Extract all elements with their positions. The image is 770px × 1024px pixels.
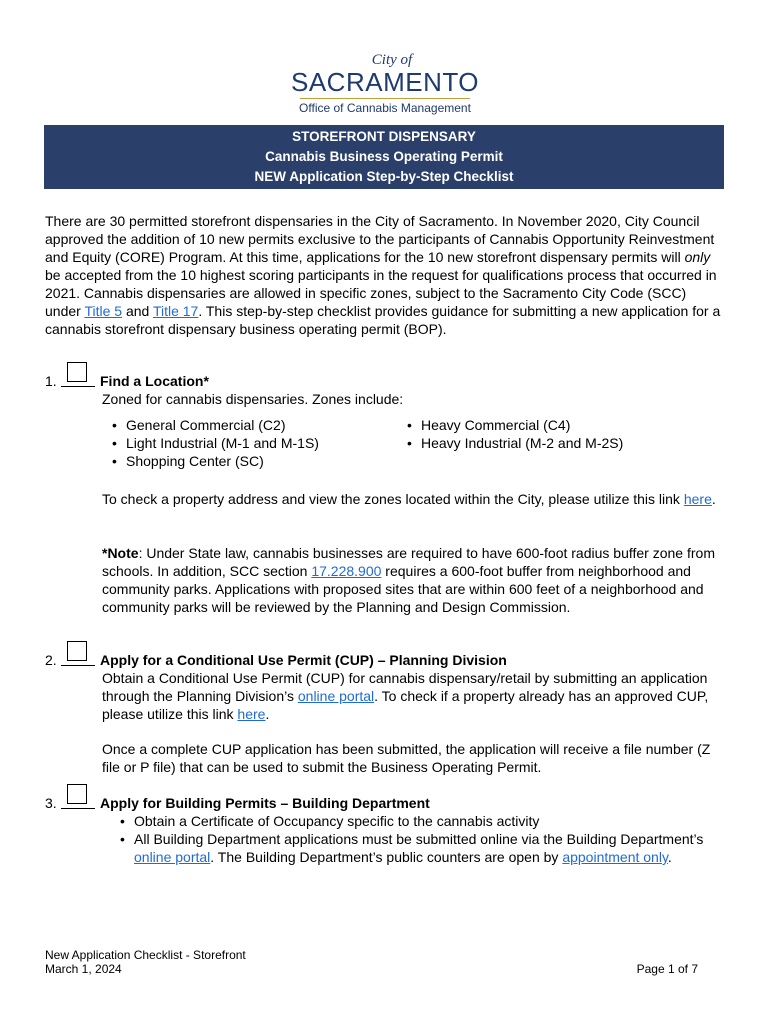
building-text-end: . (667, 849, 672, 865)
zone-item: • General Commercial (C2) (110, 416, 400, 434)
step-1-subtitle: Zoned for cannabis dispensaries. Zones include: (102, 391, 404, 407)
zone-check-paragraph (102, 490, 727, 508)
step-3-number: 3. (45, 795, 57, 811)
title-17-link[interactable]: Title 17 (152, 303, 199, 319)
intro-and: and (122, 303, 153, 319)
logo-divider (300, 98, 470, 99)
footer-date: March 1, 2024 (45, 962, 122, 976)
zone-item: • Shopping Center (SC) (110, 452, 400, 470)
building-text-1: All Building Department applications must be submitted online via the Building Department’s (134, 831, 704, 847)
planning-portal-link[interactable]: online portal (297, 688, 375, 704)
building-bullet-1: • Obtain a Certificate of Occupancy specific to the cannabis activity (118, 812, 718, 830)
logo-sub-text: Office of Cannabis Management (299, 101, 471, 115)
intro-text-2: be accepted from the 10 highest scoring participants in the request for qualifications process that occurred in 2021. Cannabis dispensaries are allowed in specific zones, subject to the Sacramento City Code (SCC) under (45, 267, 717, 319)
step-2-title: Apply for a Conditional Use Permit (CUP) – Planning Division (100, 652, 507, 668)
step-1-blank-line (61, 386, 95, 387)
zone-check-text: To check a property address and view the zones located within the City, please utilize this link (102, 491, 684, 507)
intro-text-1: There are 30 permitted storefront dispensaries in the City of Sacramento. In November 2020, City Council approved the addition of 10 new permits exclusive to the participants of Cannabis Opportunity Reinvestment and Equity (CORE) Program. At this time, applications for the 10 new storefront dispensary permits will (45, 213, 715, 265)
footer (45, 948, 246, 976)
step-2-checkbox[interactable] (67, 641, 87, 661)
cup-text-2: . To check if a property already has an approved CUP, please utilize this link (102, 688, 709, 722)
logo-main-text: SACRAMENTO (291, 67, 479, 97)
zone-item: • Heavy Industrial (M-2 and M-2S) (405, 434, 705, 452)
building-portal-link[interactable]: online portal (134, 849, 211, 865)
logo-city-text: City of (371, 52, 413, 68)
building-bullet-2 (118, 830, 718, 866)
step-2-number: 2. (45, 652, 57, 668)
buffer-note-paragraph (102, 544, 727, 616)
banner-line-3: NEW Application Step-by-Step Checklist (254, 169, 514, 184)
intro-text-3: . This step-by-step checklist provides guidance for submitting a new application for a cannabis storefront dispensary business operating permit (BOP). (45, 303, 721, 337)
step-3-blank-line (61, 808, 95, 809)
step-1-number: 1. (45, 373, 57, 389)
intro-paragraph (45, 212, 725, 338)
note-text-1: : Under State law, cannabis businesses are required to have 600-foot radius buffer zone from schools. In addition, SCC section (102, 545, 715, 579)
zone-check-end: . (711, 491, 716, 507)
step-2-blank-line (61, 665, 95, 666)
title-5-link[interactable]: Title 5 (84, 303, 123, 319)
city-logo (0, 52, 770, 115)
note-label: *Note (102, 545, 139, 561)
building-list (118, 812, 718, 866)
page-number: Page 1 of 7 (636, 962, 698, 976)
title-banner (44, 125, 724, 189)
zones-left-list (110, 416, 400, 470)
banner-line-1: STOREFRONT DISPENSARY (292, 129, 476, 144)
note-text-2: requires a 600-foot buffer from neighborhood and community parks. Applications with proposed sites that are within 600 feet of a neighborhood and community parks will be reviewed by the Planning and Design Commission. (102, 563, 704, 615)
cup-check-link[interactable]: here (237, 706, 266, 722)
banner-line-2: Cannabis Business Operating Permit (265, 149, 503, 164)
step-1-checkbox[interactable] (67, 362, 87, 382)
cup-file-paragraph: Once a complete CUP application has been submitted, the application will receive a file number (Z file or P file) that can be used to submit the Business Operating Permit. (102, 741, 711, 775)
building-text-2: . The Building Department’s public counters are open by (210, 849, 563, 865)
footer-doc-title: New Application Checklist - Storefront (45, 948, 246, 962)
appointment-link[interactable]: appointment only (562, 849, 668, 865)
step-3-checkbox[interactable] (67, 784, 87, 804)
step-1-title: Find a Location* (100, 373, 209, 389)
cup-text-end: . (265, 706, 270, 722)
zone-item: • Light Industrial (M-1 and M-1S) (110, 434, 400, 452)
zone-item: • Heavy Commercial (C4) (405, 416, 705, 434)
step-3-title: Apply for Building Permits – Building Department (100, 795, 430, 811)
cup-paragraph (102, 669, 727, 723)
zones-right-list (405, 416, 705, 452)
cup-text-1: Obtain a Conditional Use Permit (CUP) for cannabis dispensary/retail by submitting an application through the Planning Division’s (102, 670, 708, 704)
zone-check-link[interactable]: here (683, 491, 712, 507)
intro-emphasis: only (684, 249, 711, 265)
scc-17-228-900-link[interactable]: 17.228.900 (311, 563, 382, 579)
